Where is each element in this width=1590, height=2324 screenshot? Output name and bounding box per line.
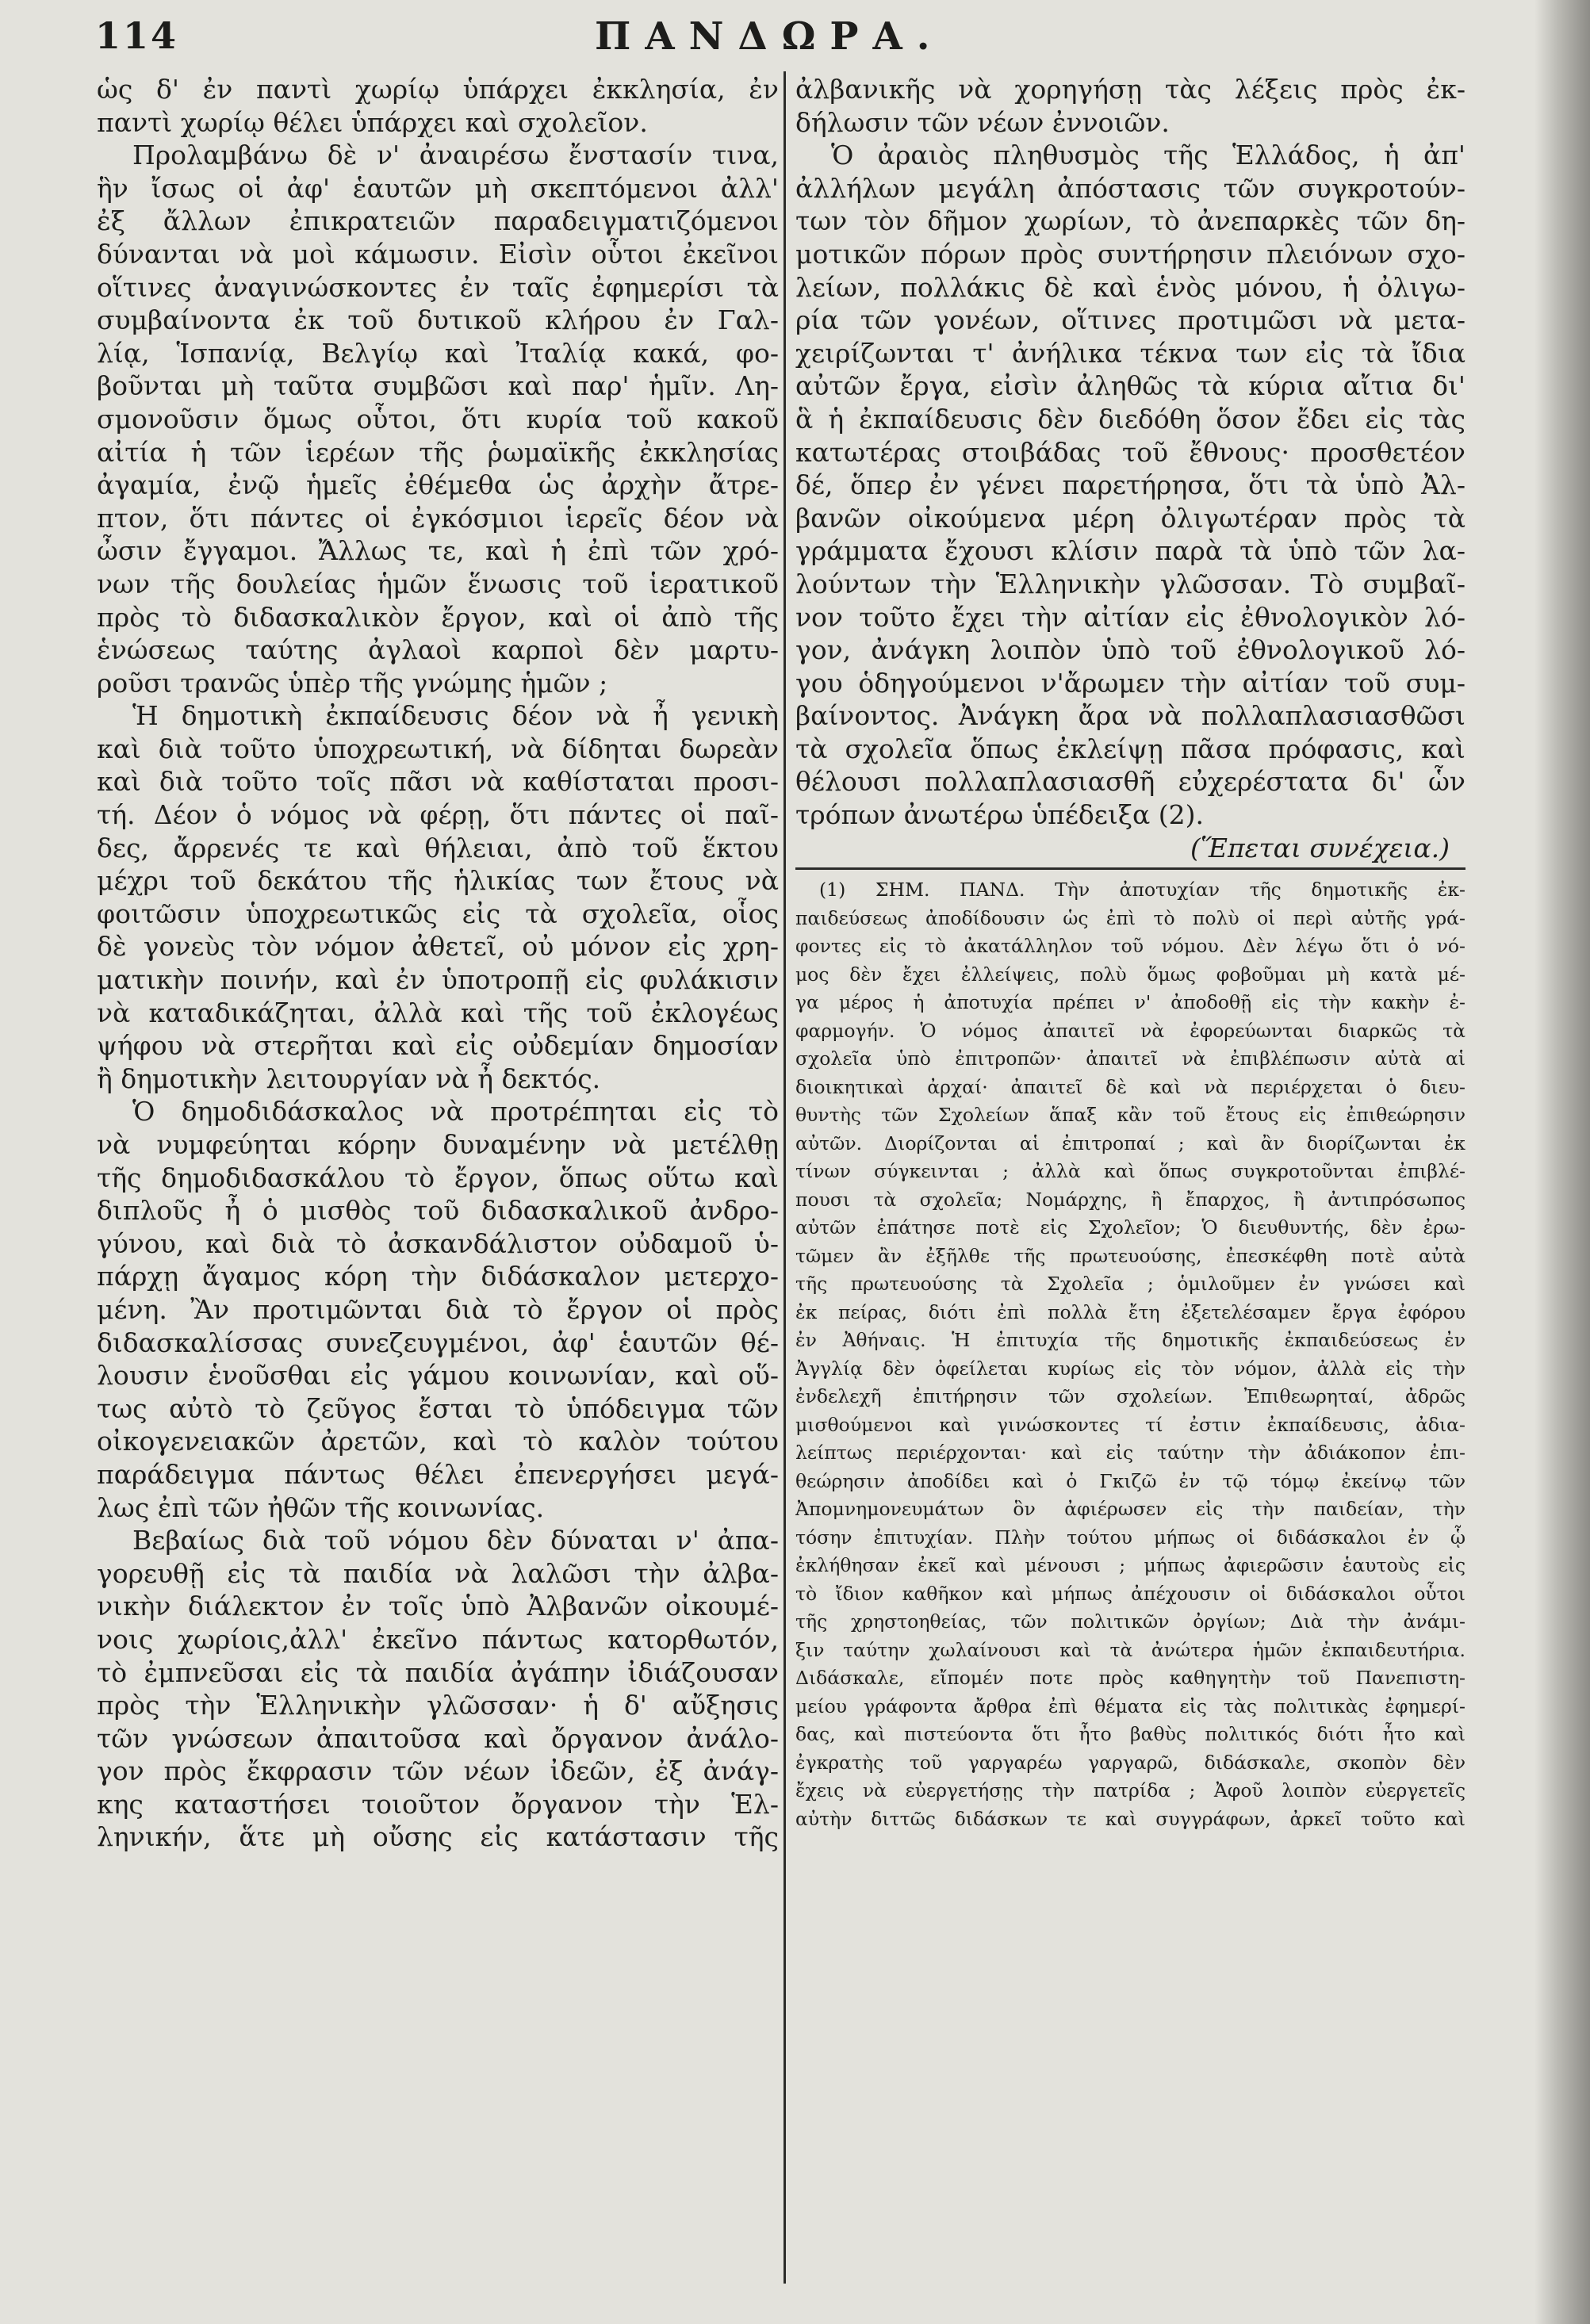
- text-line: ψήφου νὰ στερῆται καὶ εἰς οὐδεμίαν δημοσίαν: [97, 1030, 779, 1062]
- text-line: Ἡ δημοτικὴ ἐκπαίδευσις δέον νὰ ἦ γενικὴ: [132, 700, 779, 732]
- text-line: δες, ἄρρενές τε καὶ θήλειαι, ἀπὸ τοῦ ἕκτου: [97, 832, 779, 863]
- text-line: ἀγαμία, ἐνῷ ἡμεῖς ἐθέμεθα ὡς ἀρχὴν ἄτρε-: [97, 469, 779, 501]
- text-line: δὲ γονεὺς τὸν νόμον ἀθετεῖ, οὐ μόνον εἰς χρη-: [97, 931, 779, 963]
- right-column: [795, 73, 1465, 1833]
- footnote: [795, 876, 1465, 1833]
- footnote-line: ἐν Ἀθήναις. Ἡ ἐπιτυχία τῆς δημοτικῆς ἐκπαιδεύσεως ἐν: [795, 1329, 1465, 1352]
- text-line: ἃ ἡ ἐκπαίδευσις δὲν διεδόθη ὅσον ἔδει εἰς τὰς: [795, 403, 1465, 435]
- text-line: τὰ σχολεῖα ὅπως ἐκλείψῃ πᾶσα πρόφασις, καὶ: [795, 733, 1465, 764]
- text-line: διπλοῦς ἦ ὁ μισθὸς τοῦ διδασκαλικοῦ ἀνδρο-: [97, 1195, 779, 1227]
- text-line: λείων, πολλάκις δὲ καὶ ἑνὸς μόνου, ἡ ὀλιγω-: [795, 271, 1465, 303]
- text-line: βοῦνται μὴ ταῦτα συμβῶσι καὶ παρ' ἡμῖν. Λη-: [97, 370, 779, 402]
- text-line: τὸ ἐμπνεῦσαι εἰς τὰ παιδία ἀγάπην ἰδιάζουσαν: [97, 1656, 779, 1688]
- text-line: Βεβαίως διὰ τοῦ νόμου δὲν δύναται ν' ἀπα-: [132, 1525, 779, 1556]
- text-line: πάρχῃ ἄγαμος κόρη τὴν διδάσκαλον μετερχο-: [97, 1261, 779, 1292]
- text-line: Ὁ ἀραιὸς πληθυσμὸς τῆς Ἑλλάδος, ἡ ἀπ': [831, 140, 1465, 171]
- text-line: μένη. Ἂν προτιμῶνται διὰ τὸ ἔργον οἱ πρὸς: [97, 1293, 779, 1325]
- text-line: γου ὁδηγούμενοι ν'ἄρωμεν τὴν αἰτίαν τοῦ συμ-: [795, 667, 1465, 699]
- text-line: νικὴν διάλεκτον ἐν τοῖς ὑπὸ Ἀλβανῶν οἰκουμέ-: [97, 1591, 779, 1622]
- footnote-line: γα μέρος ἡ ἀποτυχία πρέπει ν' ἀποδοθῇ εἰς τὴν κακὴν ἐ-: [795, 991, 1465, 1014]
- footnote-line: Ἀπομνημονευμάτων ὃν ἀφιέρωσεν εἰς τὴν παιδείαν, τὴν: [795, 1498, 1465, 1521]
- text-line: δήλωσιν τῶν νέων ἐννοιῶν.: [795, 106, 1170, 138]
- footnote-line: αὐτὴν διττῶς διδάσκων τε καὶ συγγράφων, ἀρκεῖ τοῦτο καὶ: [795, 1807, 1465, 1830]
- text-line: δύνανται νὰ μοὶ κάμωσιν. Εἰσὶν οὗτοι ἐκεῖνοι: [97, 238, 779, 270]
- footnote-line: μισθούμενοι καὶ γινώσκοντες τί ἐστιν ἐκπαίδευσις, ἀδια-: [795, 1413, 1465, 1436]
- text-line: πτον, ὅτι πάντες οἱ ἐγκόσμιοι ἱερεῖς δέον νὰ: [97, 502, 779, 534]
- text-line: βαίνοντος. Ἀνάγκη ἄρα νὰ πολλαπλασιασθῶσι: [795, 700, 1465, 732]
- footnote-line: ἐγκρατὴς τοῦ γαργαρέω γαργαρῶ, διδάσκαλε, σκοπὸν δὲν: [795, 1751, 1465, 1774]
- footnote-line: (1) ΣΗΜ. ΠΑΝΔ. Τὴν ἀποτυχίαν τῆς δημοτικῆς ἐκ-: [819, 879, 1465, 902]
- text-line: οἰκογενειακῶν ἀρετῶν, καὶ τὸ καλὸν τούτου: [97, 1426, 779, 1457]
- text-line: χειρίζωνται τ' ἀνήλικα τέκνα των εἰς τὰ ἴδια: [795, 337, 1465, 369]
- footnote-line: Ἀγγλίᾳ δὲν ὀφείλεται κυρίως εἰς τὸν νόμον, ἀλλὰ εἰς τὴν: [795, 1357, 1465, 1380]
- text-line: καὶ διὰ τοῦτο τοῖς πᾶσι νὰ καθίσταται προσι-: [97, 766, 779, 798]
- text-line: ἢ δημοτικὴν λειτουργίαν νὰ ἦ δεκτός.: [97, 1062, 601, 1094]
- text-line: καὶ διὰ τοῦτο ὑποχρεωτική, νὰ δίδηται δωρεὰν: [97, 733, 779, 764]
- text-line: παντὶ χωρίῳ θέλει ὑπάρχει καὶ σχολεῖον.: [97, 106, 648, 138]
- text-line: Προλαμβάνω δὲ ν' ἀναιρέσω ἔνστασίν τινα,: [132, 140, 779, 171]
- footnote-line: αὐτῶν ἐπάτησε ποτὲ εἰς Σχολεῖον; Ὁ διευθυντής, δὲν ἐρω-: [795, 1216, 1465, 1239]
- text-line: λως ἐπὶ τῶν ἠθῶν τῆς κοινωνίας.: [97, 1491, 545, 1523]
- column-divider: [784, 71, 786, 2284]
- text-line: ὦσιν ἔγγαμοι. Ἄλλως τε, καὶ ἡ ἐπὶ τῶν χρό-: [97, 535, 779, 567]
- text-line: ἣν ἴσως οἱ ἀφ' ἑαυτῶν μὴ σκεπτόμενοι ἀλλ': [97, 172, 779, 204]
- footnote-line: τῶμεν ἂν ἐξῆλθε τῆς πρωτευούσης, ἐπεσκέφθη ποτὲ αὐτὰ: [795, 1244, 1465, 1267]
- text-line: γον, ἀνάγκη λοιπὸν ὑπὸ τοῦ ἐθνολογικοῦ λό-: [795, 634, 1465, 666]
- footnote-line: διοικητικαὶ ἀρχαί· ἀπαιτεῖ δὲ καὶ νὰ περιέρχεται ὁ διευ-: [795, 1075, 1465, 1098]
- footnote-line: τίνων σύγκεινται ; ἀλλὰ καὶ ὅπως συγκροτοῦνται ἐπιβλέ-: [795, 1160, 1465, 1183]
- footnote-line: φαρμογήν. Ὁ νόμος ἀπαιτεῖ νὰ ἐφορεύωνται διαρκῶς τὰ: [795, 1019, 1465, 1042]
- text-line: των τὸν δῆμον χωρίων, τὸ ἀνεπαρκὲς τῶν δη-: [795, 205, 1465, 237]
- footnote-line: τὸ ἴδιον καθῆκον καὶ μήπως ἀπέχουσιν οἱ διδάσκαλοι οὗτοι: [795, 1582, 1465, 1605]
- text-line: τως αὐτὸ τὸ ζεῦγος ἔσται τὸ ὑπόδειγμα τῶν: [97, 1392, 779, 1424]
- text-line: λουσιν ἑνοῦσθαι εἰς γάμου κοινωνίαν, καὶ οὕ-: [97, 1360, 779, 1392]
- text-line: αἰτία ἡ τῶν ἱερέων τῆς ῥωμαϊκῆς ἐκκλησίας: [97, 436, 779, 468]
- text-line: πρὸς τὸ διδασκαλικὸν ἔργον, καὶ οἱ ἀπὸ τῆς: [97, 601, 779, 633]
- text-line: μέχρι τοῦ δεκάτου τῆς ἡλικίας των ἔτους νὰ: [97, 865, 779, 897]
- text-line: νὰ νυμφεύηται κόρην δυναμένην νὰ μετέλθῃ: [97, 1129, 779, 1160]
- footnote-line: θυντὴς τῶν Σχολείων ἅπαξ κἂν τοῦ ἔτους εἰς ἐπιθεώρησιν: [795, 1104, 1465, 1127]
- text-line: νων τῆς δουλείας ἡμῶν ἕνωσις τοῦ ἱερατικοῦ: [97, 568, 779, 599]
- text-line: οἵτινες ἀναγινώσκοντες ἐν ταῖς ἐφημερίσι τὰ: [97, 271, 779, 303]
- text-line: τῶν γνώσεων ἀπαιτοῦσα καὶ ὄργανον ἀνάλο-: [97, 1722, 779, 1754]
- footnote-line: παιδεύσεως ἀποδίδουσιν ὡς ἐπὶ τὸ πολὺ οἱ περὶ αὐτῆς γρά-: [795, 906, 1465, 929]
- text-line: θέλουσι πολλαπλασιασθῆ εὐχερέστατα δι' ὧν: [795, 766, 1465, 798]
- footnote-line: ἐνδελεχῆ ἐπιτήρησιν τῶν σχολείων. Ἐπιθεωρηταί, ἀδρῶς: [795, 1385, 1465, 1408]
- text-line: ληνικήν, ἅτε μὴ οὔσης εἰς κατάστασιν τῆς: [97, 1821, 779, 1853]
- footnote-line: δας, καὶ πιστεύοντα ὅτι ἦτο βαθὺς πολιτικός διότι ἦτο καὶ: [795, 1723, 1465, 1746]
- footnote-line: ξιν ταύτην χωλαίνουσι καὶ τὰ ἀνώτερα ἡμῶν ἐκπαιδευτήρια.: [795, 1638, 1465, 1661]
- text-line: ματικὴν ποινήν, καὶ ἐν ὑποτροπῇ εἰς φυλάκισιν: [97, 964, 779, 996]
- text-line: νον τοῦτο ἔχει τὴν αἰτίαν εἰς ἐθνολογικὸν λό-: [795, 601, 1465, 633]
- text-line: πρὸς τὴν Ἑλληνικὴν γλῶσσαν· ἡ δ' αὔξησις: [97, 1690, 779, 1721]
- footnote-line: ἐκ πείρας, διότι ἐπὶ πολλὰ ἔτη ἐξετελέσαμεν ἔργα ἐφόρου: [795, 1300, 1465, 1323]
- footnote-line: τῆς χρηστοηθείας, τῶν πολιτικῶν ὀργίων; Διὰ τὴν ἀνάμι-: [795, 1610, 1465, 1633]
- text-line: γον πρὸς ἔκφρασιν τῶν νέων ἰδεῶν, ἐξ ἀνάγ-: [97, 1755, 779, 1787]
- text-line: δέ, ὅπερ ἐν γένει παρετήρησα, ὅτι τὰ ὑπὸ Ἀλ-: [795, 469, 1465, 501]
- text-line: τῆς δημοδιδασκάλου τὸ ἔργον, ὅπως οὕτω καὶ: [97, 1162, 779, 1193]
- text-line: κατωτέρας στοιβάδας τοῦ ἔθνους· προσθετέον: [795, 436, 1465, 468]
- text-line: διδασκαλίσσας συνεζευγμένοι, ἀφ' ἑαυτῶν θέ-: [97, 1327, 779, 1358]
- text-line: ἀλλήλων μεγάλη ἀπόστασις τῶν συγκροτούν-: [795, 172, 1465, 204]
- text-line: Ὁ δημοδιδάσκαλος νὰ προτρέπηται εἰς τὸ: [132, 1096, 779, 1128]
- text-line: παράδειγμα πάντως θέλει ἐπενεργήσει μεγά-: [97, 1458, 779, 1490]
- text-line: συμβαίνοντα ἐκ τοῦ δυτικοῦ κλήρου ἐν Γαλ-: [97, 304, 779, 336]
- text-line: τρόπων ἀνωτέρω ὑπέδειξα (2).: [795, 799, 1205, 831]
- footnote-line: Διδάσκαλε, εἴπομέν ποτε πρὸς καθηγητὴν τοῦ Πανεπιστη-: [795, 1667, 1465, 1690]
- text-line: ὡς δ' ἐν παντὶ χωρίῳ ὑπάρχει ἐκκλησία, ἐν: [97, 74, 779, 105]
- footnote-line: ἐκλήθησαν ἐκεῖ καὶ μένουσι ; μήπως ἀφιερῶσιν ἑαυτοὺς εἰς: [795, 1554, 1465, 1577]
- text-line: αὐτῶν ἔργα, εἰσὶν ἀληθῶς τὰ κύρια αἴτια δι': [795, 370, 1465, 402]
- text-line: ἀλβανικῆς νὰ χορηγήσῃ τὰς λέξεις πρὸς ἐκ-: [795, 74, 1465, 105]
- continuation-note: (Ἕπεται συνέχεια.): [1190, 832, 1450, 863]
- text-line: ἑνώσεως ταύτης ἀγλαοὶ καρποὶ δὲν μαρτυ-: [97, 634, 779, 666]
- text-line: κης καταστήσει τοιοῦτον ὄργανον τὴν Ἑλ-: [97, 1788, 779, 1820]
- text-line: λίᾳ, Ἱσπανίᾳ, Βελγίῳ καὶ Ἰταλίᾳ κακά, φο-: [97, 337, 779, 369]
- text-line: γύνου, καὶ διὰ τὸ ἀσκανδάλιστον οὐδαμοῦ ὑ-: [97, 1227, 779, 1259]
- footnote-line: τῆς πρωτευούσης τὰ Σχολεῖα ; ὁμιλοῦμεν ἐν γνώσει καὶ: [795, 1273, 1465, 1296]
- footnote-line: τόσην ἐπιτυχίαν. Πλὴν τούτου μήπως οἱ διδάσκαλοι ἐν ᾧ: [795, 1526, 1465, 1549]
- text-line: γράμματα ἔχουσι κλίσιν παρὰ τὰ ὑπὸ τῶν λα-: [795, 535, 1465, 567]
- text-line: τή. Δέον ὁ νόμος νὰ φέρῃ, ὅτι πάντες οἱ παῖ-: [97, 799, 779, 831]
- footnote-line: πουσι τὰ σχολεῖα; Νομάρχης, ἢ ἔπαρχος, ἢ ἀντιπρόσωπος: [795, 1188, 1465, 1211]
- text-line: νὰ καταδικάζηται, ἀλλὰ καὶ τῆς τοῦ ἐκλογέως: [97, 997, 779, 1028]
- text-line: βανῶν οἰκούμενα μέρη ὀλιγωτέραν πρὸς τὰ: [795, 502, 1465, 534]
- text-line: φοιτῶσιν ὑποχρεωτικῶς εἰς τὰ σχολεῖα, οἷος: [97, 898, 779, 929]
- text-line: ρία τῶν γονέων, οἵτινες προτιμῶσι νὰ μετα-: [795, 304, 1465, 336]
- text-line: ἐξ ἄλλων ἐπικρατειῶν παραδειγματιζόμενοι: [97, 205, 779, 237]
- text-line: λούντων τὴν Ἑλληνικὴν γλῶσσαν. Τὸ συμβαῖ-: [795, 568, 1465, 599]
- page-binding-shadow: [1534, 0, 1590, 2324]
- text-line: μοτικῶν πόρων πρὸς συντήρησιν πλειόνων σχο-: [795, 238, 1465, 270]
- running-title: ΠΑΝΔΩΡΑ.: [595, 14, 944, 59]
- text-line: γορευθῇ εἰς τὰ παιδία νὰ λαλῶσι τὴν ἀλβα-: [97, 1557, 779, 1589]
- left-column: [97, 73, 779, 1854]
- footnote-line: αὐτῶν. Διορίζονται αἱ ἐπιτροπαί ; καὶ ἂν διορίζωνται ἐκ: [795, 1131, 1465, 1154]
- footnote-line: σχολεῖα ὑπὸ ἐπιτροπῶν· ἀπαιτεῖ νὰ ἐπιβλέπωσιν αὐτὰ αἱ: [795, 1047, 1465, 1070]
- footnote-line: ἔχεις νὰ εὐεργετήσῃς τὴν πατρίδα ; Ἀφοῦ λοιπὸν εὐεργετεῖς: [795, 1779, 1465, 1802]
- text-line: νοις χωρίοις,ἀλλ' ἐκεῖνο πάντως κατορθωτόν,: [97, 1623, 779, 1655]
- text-line: σμονοῦσιν ὅμως οὗτοι, ὅτι κυρία τοῦ κακοῦ: [97, 403, 779, 435]
- page-header: [79, 14, 1538, 70]
- footnote-line: μείου γράφοντα ἄρθρα ἐπὶ θέματα εἰς τὰς πολιτικὰς ἐφημερί-: [795, 1694, 1465, 1717]
- right-column-body: [795, 73, 1465, 832]
- footnote-rule: [795, 867, 1465, 870]
- footnote-line: φοντες εἰς τὸ ἀκατάλληλον τοῦ νόμου. Δὲν λέγω ὅτι ὁ νό-: [795, 935, 1465, 958]
- footnote-line: μος δὲν ἔχει ἐλλείψεις, πολὺ ὅμως φοβοῦμαι μὴ κατὰ μέ-: [795, 963, 1465, 986]
- footnote-line: λείπτως περιέρχονται· καὶ εἰς ταύτην τὴν ἀδιάκοπον ἐπι-: [795, 1441, 1465, 1464]
- page-number: 114: [95, 14, 179, 57]
- footnote-line: θεώρησιν ἀποδίδει καὶ ὁ Γκιζῶ ἐν τῷ τόμῳ ἐκείνῳ τῶν: [795, 1469, 1465, 1492]
- text-line: ροῦσι τρανῶς ὑπὲρ τῆς γνώμης ἡμῶν ;: [97, 667, 608, 699]
